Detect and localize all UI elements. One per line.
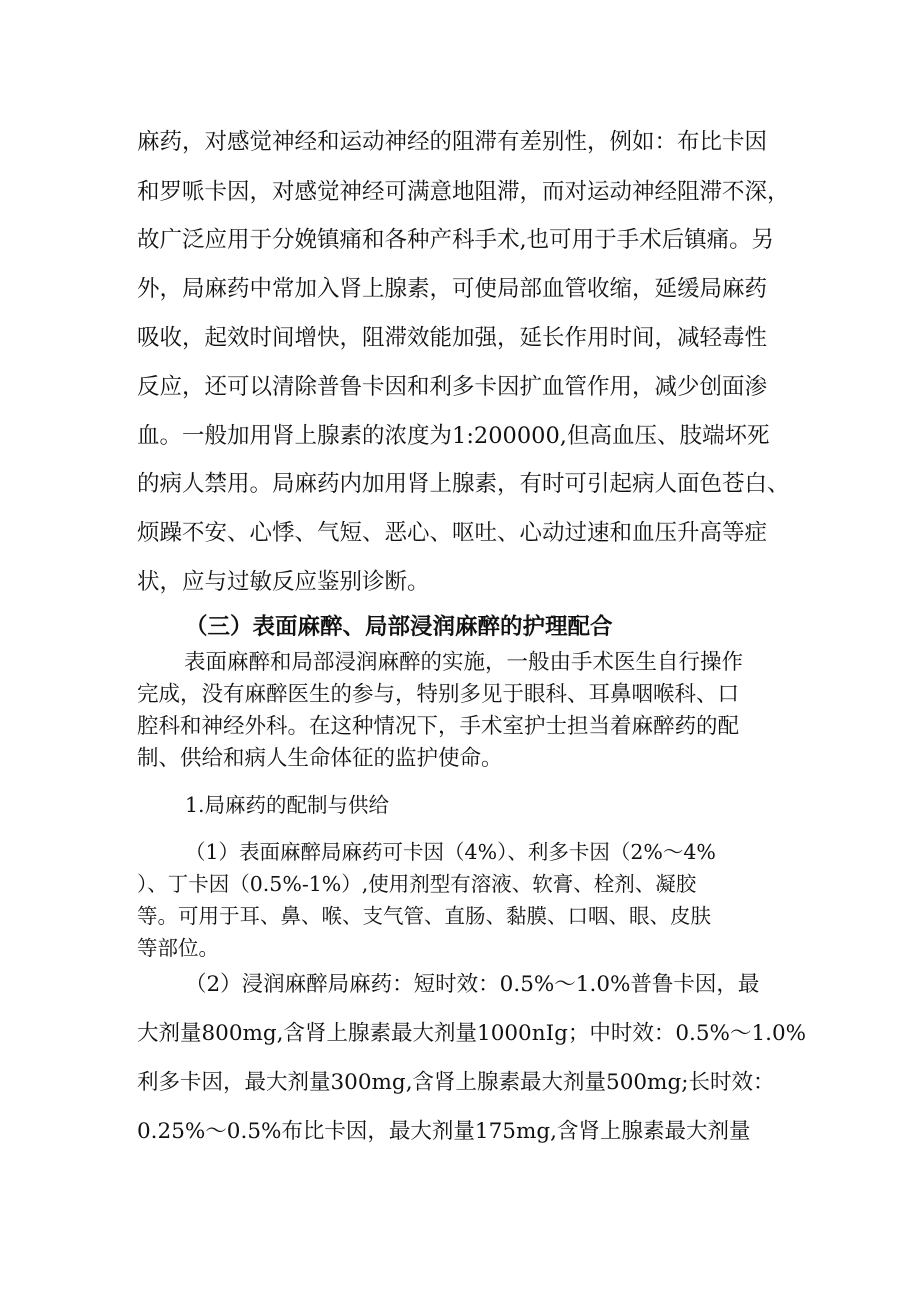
- text-line: 大剂量800mg,含肾上腺素最大剂量1000nIg；中时效：0.5%～1.0%: [137, 1021, 807, 1046]
- section-heading: （三）表面麻醉、局部浸润麻醉的护理配合: [185, 614, 613, 640]
- text-line: 的病人禁用。局麻药内加用肾上腺素，有时可引起病人面色苍白、: [137, 471, 790, 497]
- text-line: 表面麻醉和局部浸润麻醉的实施，一般由手术医生自行操作: [184, 650, 744, 675]
- text-line: 状，应与过敏反应鉴别诊断。: [137, 569, 430, 595]
- text-line: 等部位。: [137, 936, 219, 960]
- subheading: 1.局麻药的配制与供给: [185, 793, 390, 817]
- text-line: 制、供给和病人生命体征的监护使命。: [137, 746, 503, 771]
- text-line: 吸收，起效时间增快，阻滞效能加强，延长作用时间，减轻毒性: [137, 325, 768, 351]
- text-line: 腔科和神经外科。在这种情况下，手术室护士担当着麻醉药的配: [137, 714, 740, 739]
- text-line: 故广泛应用于分娩镇痛和各种产科手术,也可用于手术后镇痛。另: [137, 227, 775, 253]
- text-line: 利多卡因，最大剂量300mg,含肾上腺素最大剂量500mg;长时效：: [137, 1070, 775, 1095]
- text-line: 等。可用于耳、鼻、喉、支气管、直肠、黏膜、口咽、眼、皮肤: [137, 904, 711, 928]
- text-line: ）、丁卡因（0.5%-1%）,使用剂型有溶液、软膏、栓剂、凝胶: [137, 872, 697, 896]
- text-line: 完成，没有麻醉医生的参与，特别多见于眼科、耳鼻咽喉科、口: [137, 682, 740, 707]
- text-line: 烦躁不安、心悸、气短、恶心、呕吐、心动过速和血压升高等症: [137, 520, 768, 546]
- text-line: （2）浸润麻醉局麻药：短时效：0.5%～1.0%普鲁卡因，最: [185, 972, 760, 997]
- text-line: 0.25%～0.5%布比卡因，最大剂量175mg,含肾上腺素最大剂量: [137, 1119, 751, 1144]
- text-line: 和罗哌卡因，对感觉神经可满意地阻滞，而对运动神经阻滞不深，: [137, 179, 790, 205]
- text-line: 麻药，对感觉神经和运动神经的阻滞有差别性，例如：布比卡因: [137, 129, 768, 155]
- text-line: 外，局麻药中常加入肾上腺素，可使局部血管收缩，延缓局麻药: [137, 276, 768, 302]
- text-line: 血。一般加用肾上腺素的浓度为1:200000,但高血压、肢端坏死: [137, 423, 770, 449]
- text-line: 反应，还可以清除普鲁卡因和利多卡因扩血管作用，减少创面渗: [137, 374, 768, 400]
- text-line: （1）表面麻醉局麻药可卡因（4%）、利多卡因（2%～4%: [185, 840, 716, 864]
